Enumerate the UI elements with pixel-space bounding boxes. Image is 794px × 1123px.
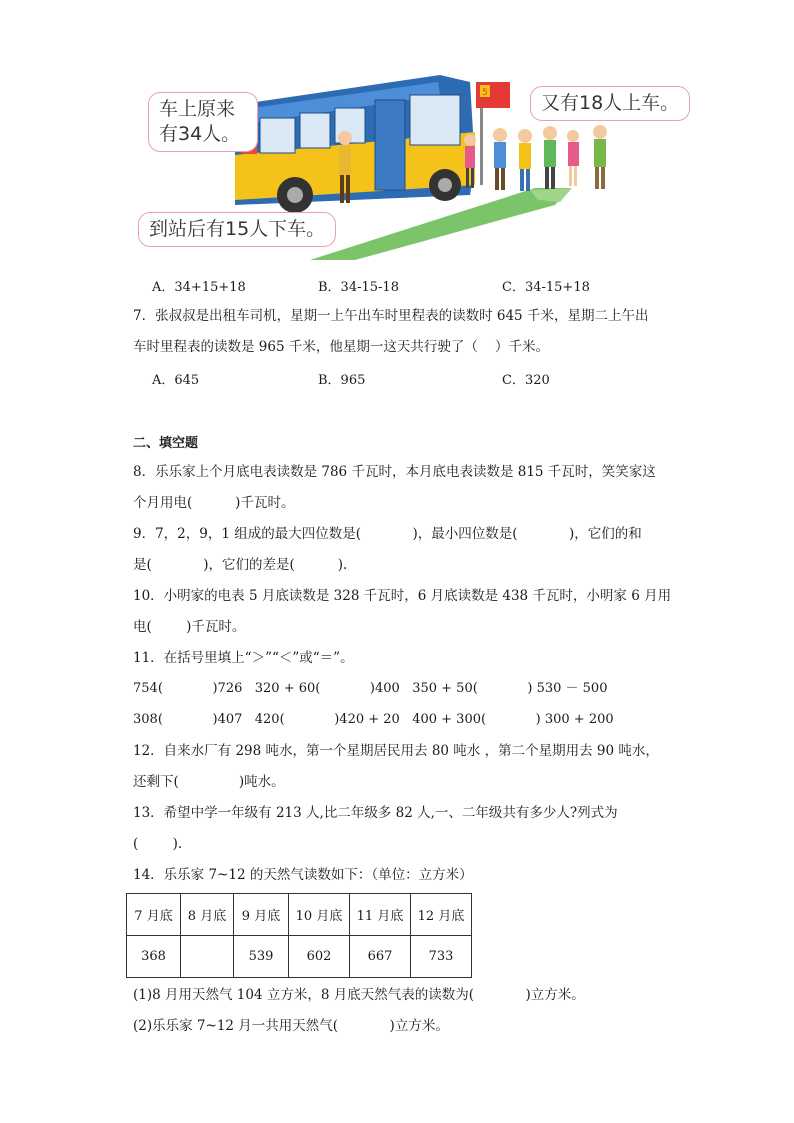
q9-line-2: 是( )，它们的差是( ). [133, 557, 348, 573]
q6-option-a: A．34+15+18 [152, 280, 246, 295]
table-cell: 368 [127, 936, 181, 978]
table-cell [181, 936, 234, 978]
table-row [127, 936, 472, 978]
stop-sign-number: 5 [482, 88, 488, 98]
table-header-cell: 9 月底 [234, 894, 289, 936]
q12-line-1: 12．自来水厂有 298 吨水，第一个星期居民用去 80 吨水 ，第二个星期用去 90 吨水， [133, 743, 659, 759]
q12-line-2: 还剩下( )吨水。 [133, 774, 285, 790]
q10-line-2: 电( )千瓦时。 [133, 619, 246, 635]
q11-row-1: 754( )726 320 + 60( )400 350 + 50( ) 530 － 500 [133, 681, 608, 696]
q7-option-c: C．320 [502, 373, 550, 388]
table-header-cell: 10 月底 [289, 894, 350, 936]
table-header-cell: 11 月底 [350, 894, 411, 936]
q7-line-1: 7．张叔叔是出租车司机，星期一上午出车时里程表的读数时 645 千米，星期二上午出 [133, 308, 649, 324]
section-title-fill-in: 二、填空题 [133, 436, 199, 451]
gas-reading-table [126, 893, 472, 978]
speech-bubble-alighting: 到站后有15人下车。 [138, 212, 336, 247]
table-cell: 539 [234, 936, 289, 978]
table-cell: 667 [350, 936, 411, 978]
q7-option-b: B．965 [318, 373, 366, 388]
table-cell: 602 [289, 936, 350, 978]
table-header-row [127, 894, 472, 936]
table-header-cell: 8 月底 [181, 894, 234, 936]
q14-sub-1: (1)8 月用天然气 104 立方米，8 月底天然气表的读数为( )立方米。 [133, 987, 585, 1003]
q10-line-1: 10．小明家的电表 5 月底读数是 328 千瓦时，6 月底读数是 438 千瓦时，小明家 6 月用 [133, 588, 672, 604]
q8-line-2: 个月用电( )千瓦时。 [133, 495, 295, 511]
q7-line-2: 车时里程表的读数是 965 千米，他星期一这天共行驶了（ ）千米。 [133, 339, 550, 355]
table-header-cell: 7 月底 [127, 894, 181, 936]
q11-row-2: 308( )407 420( )420 + 20 400 + 300( ) 300 + 200 [133, 712, 614, 727]
waiting-people [464, 125, 607, 191]
speech-bubble-original: 车上原来 有34人。 [148, 92, 258, 152]
table-cell: 733 [411, 936, 472, 978]
q11-title: 11．在括号里填上“＞”“＜”或“＝”。 [133, 650, 354, 666]
table-header-cell: 12 月底 [411, 894, 472, 936]
q13-line-1: 13．希望中学一年级有 213 人,比二年级多 82 人,一、二年级共有多少人?列式为 [133, 805, 618, 821]
q14-sub-2: (2)乐乐家 7~12 月一共用天然气( )立方米。 [133, 1018, 449, 1034]
q14-title: 14．乐乐家 7~12 的天然气读数如下：（单位：立方米） [133, 867, 473, 883]
q7-option-a: A．645 [152, 373, 200, 388]
q9-line-1: 9．7，2，9，1 组成的最大四位数是( )，最小四位数是( )，它们的和 [133, 526, 642, 542]
q8-line-1: 8．乐乐家上个月底电表读数是 786 千瓦时，本月底电表读数是 815 千瓦时，笑笑家这 [133, 464, 656, 480]
q6-option-b: B．34-15-18 [318, 280, 399, 295]
q13-line-2: ( ). [133, 836, 183, 852]
q6-option-c: C．34-15+18 [502, 280, 590, 295]
speech-bubble-boarding: 又有18人上车。 [530, 86, 690, 121]
